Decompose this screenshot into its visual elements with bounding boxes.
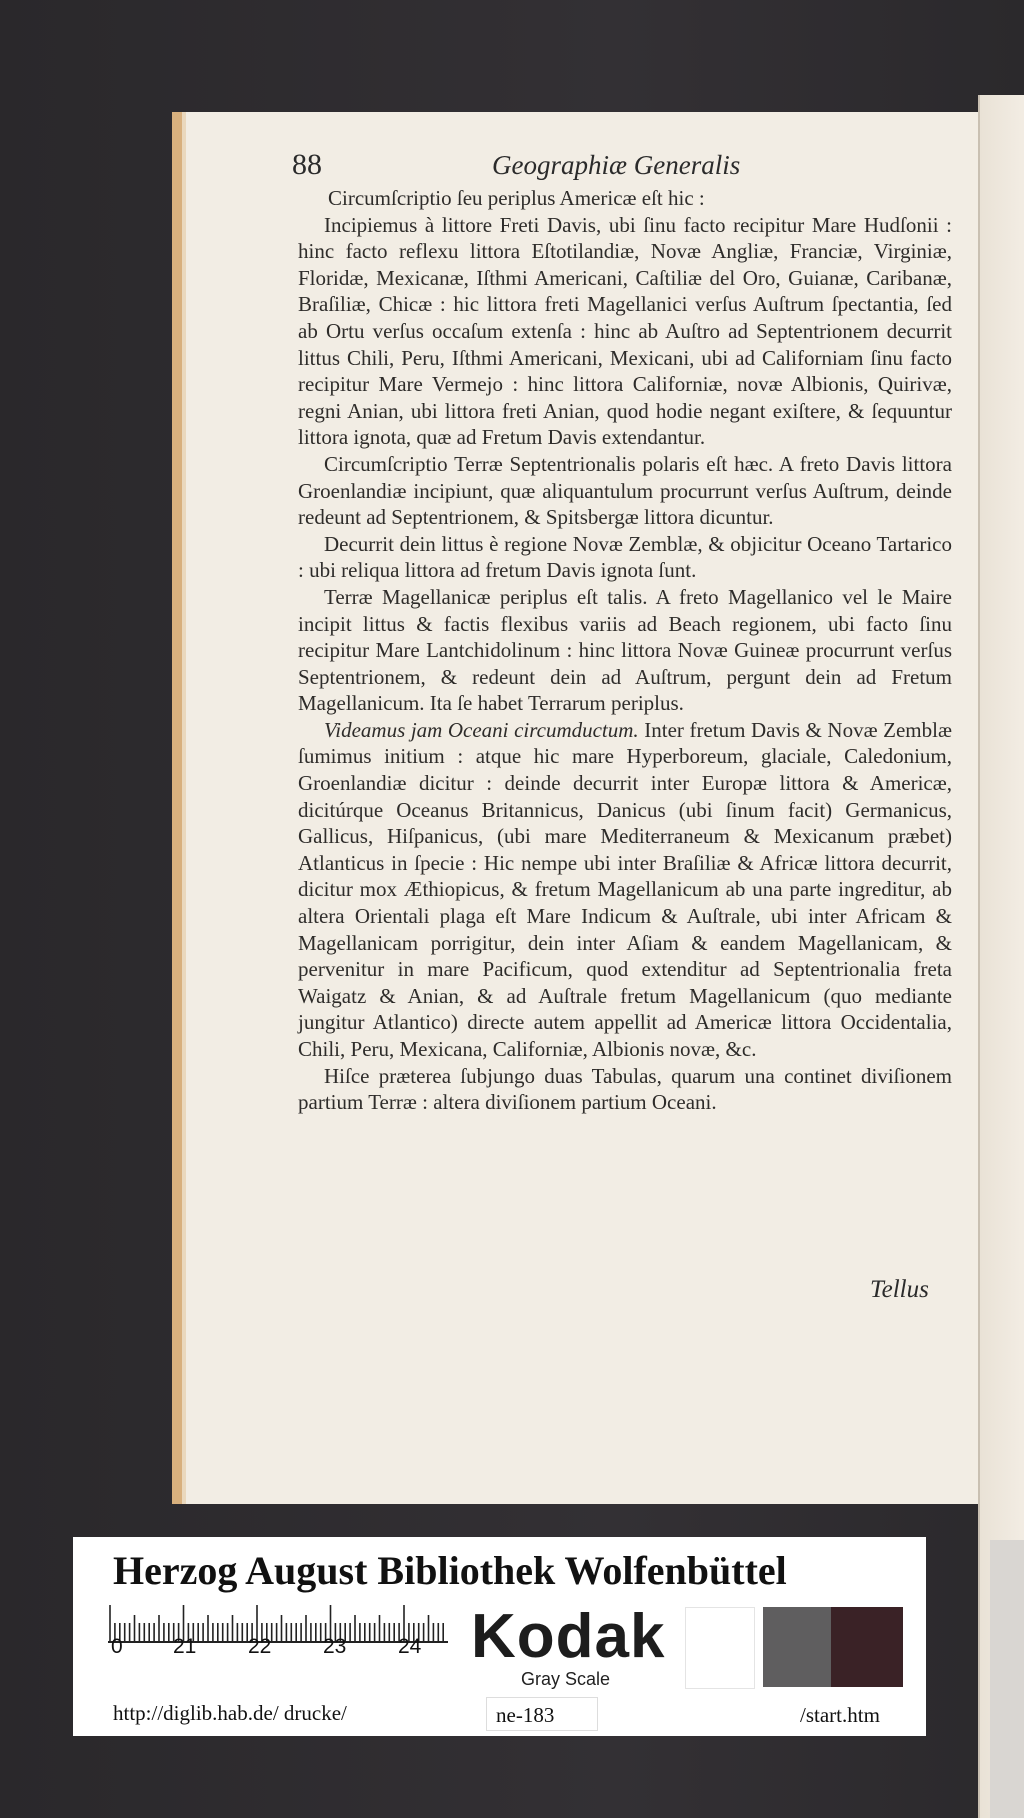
catchword: Tellus [870, 1276, 929, 1303]
paragraph-text: Inter fretum Davis & Novæ Zemblæ ſumimus initium : atque hic mare Hyperboreum, glaciale, Caledonium, Groenlandiæ dicitur : deinde decurrit inter Europæ littora & Americæ, dicitúrque Oceanus Britannicus, Danicus (ubi ſinum facit) Germanicus, Gallicus, Hiſpanicus, (ubi mare Mediterraneum & Mexicanum præbet) Atlanticus in ſpecie : Hic nempe ubi inter Braſiliæ & Africæ littora decurrit, dicitur mox Æthiopicus, & fretum Magellanicum ab una parte ingreditur, ab altera Orientali plaga eſt Mare Indicum & Auſtrale, ubi inter Africam & Magellanicam porrigitur, dein inter Aſiam & eandem Magellanicam, & pervenitur in mare Pacificum, quod extenditur ad Septentrionalia freta Waigatz & Anian, & ad Auſtrale fretum Magellanicum (quo mediante jungitur Atlantico) directe autem appellit ad Americæ littora Occidentalia, Chili, Peru, Mexicana, Californiæ, Albionis novæ, &c. [298, 717, 952, 1061]
ruler-label: 22 [248, 1635, 272, 1658]
start-page-url: /start.htm [800, 1703, 880, 1727]
card-edge-strip [990, 1540, 1024, 1818]
source-url: http://diglib.hab.de/ drucke/ [113, 1701, 347, 1725]
ruler-label: 0 [111, 1635, 123, 1658]
ruler-labels [73, 1635, 433, 1659]
paragraph: Incipiemus à littore Freti Davis, ubi ſinu facto recipitur Mare Hudſonii : hinc facto reflexu littora Eſtotilandiæ, Novæ Angliæ, Franciæ, Virginiæ, Floridæ, Mexicanæ, Iſthmi Americani, Caſtiliæ del Oro, Guianæ, Caribanæ, Braſiliæ, Chicæ : hic littora freti Magellanici verſus Auſtrum ſpectantia, ſed ab Ortu verſus occaſum extenſa : hinc ab Auſtro ad Septentrionem decurrit littus Chili, Peru, Iſthmi Americani, Mexicani, ubi ad Californiam ſinu facto recipitur Mare Vermejo : hinc littora Californiæ, novæ Albionis, Quirivæ, regni Anian, ubi littora freti Anian, quod hodie negant exiſtere, & ſequuntur littora ignota, quæ ad Fretum Davis extendantur. [298, 212, 952, 450]
paragraph: Circumſcriptio ſeu periplus Americæ eſt hic : [328, 186, 705, 210]
dark-swatch [831, 1607, 903, 1687]
ruler-label: 23 [323, 1635, 347, 1658]
paragraph: Terræ Magellanicæ periplus eſt talis. A freto Magellanico vel le Maire incipit littus & factis flexibus variis ad Beach regionem, ubi facto ſinu recipitur Mare Lantchidolinum : hinc littora Novæ Guineæ procurrunt verſus Septentrionem, & redeunt dein ad Auſtrum, pergunt dein ad Fretum Magellanicum. Ita ſe habet Terrarum periplus. [298, 584, 952, 716]
paragraph-oceani [298, 717, 952, 1063]
shelfmark: ne-183 [496, 1703, 555, 1727]
library-color-card [73, 1537, 926, 1736]
ruler-label: 21 [173, 1635, 197, 1658]
paragraph: Circumſcriptio Terræ Septentrionalis polaris eſt hæc. A freto Davis littora Groenlandiæ incipiunt, quæ aliquantulum procurrunt verſus Auſtrum, deinde redeunt ad Septentrionem, & Spitsbergæ littora dicuntur. [298, 451, 952, 530]
paragraph: Decurrit dein littus è regione Novæ Zemblæ, & objicitur Oceano Tartarico : ubi reliqua littora ad fretum Davis ignota ſunt. [298, 531, 952, 583]
gray-scale-label: Gray Scale [521, 1669, 611, 1689]
page-header [292, 148, 952, 188]
paragraph: Hiſce præterea ſubjungo duas Tabulas, quarum una continet diviſionem partium Terræ : altera diviſionem partium Oceani. [298, 1063, 952, 1115]
page-number: 88 [292, 148, 322, 181]
italic-lead: Videamus jam Oceani circumductum. [324, 717, 639, 742]
page-body [298, 185, 952, 1116]
gray-swatch [763, 1607, 831, 1687]
white-swatch [685, 1607, 755, 1689]
ruler-label: 24 [398, 1635, 422, 1658]
kodak-logo: Kodak [471, 1602, 666, 1671]
running-title: Geographiæ Generalis [492, 150, 741, 180]
library-name: Herzog August Bibliothek Wolfenbüttel [113, 1548, 787, 1593]
